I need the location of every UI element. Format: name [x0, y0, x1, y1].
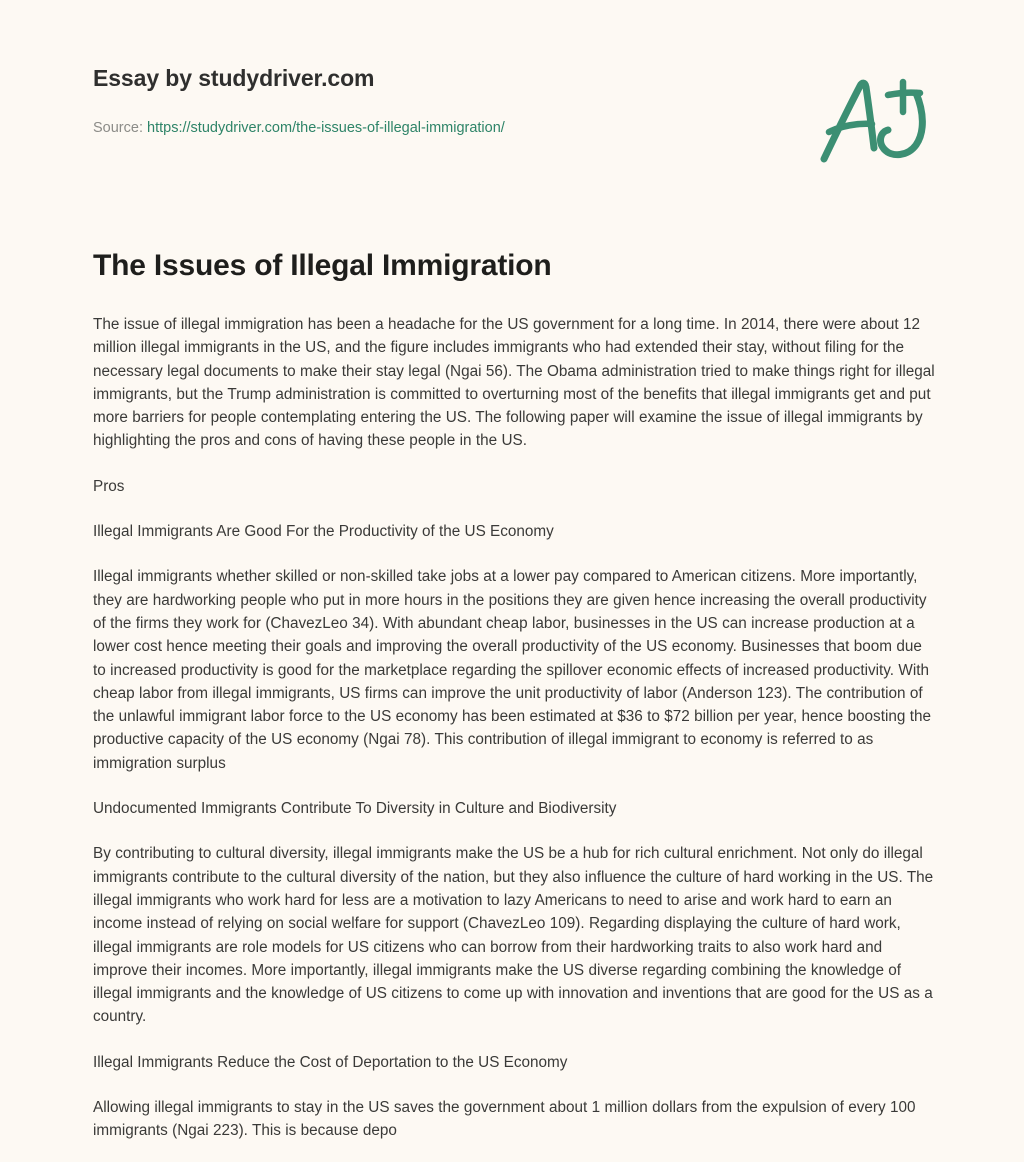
section-heading-pros: Pros: [93, 477, 125, 495]
section-heading-productivity: Illegal Immigrants Are Good For the Productivity of the US Economy: [93, 523, 554, 541]
paragraph-productivity: Illegal immigrants whether skilled or non-skilled take jobs at a lower pay compared to American citizens. More importantly, they are hardworking people who put in more hours in the positions they are given hence increasing the overall productivity of the firms they work for (ChavezLeo 34). With abundant cheap labor, businesses in the US can increase production at a lower cost hence meeting their goals and improving the overall productivity of the US economy. Businesses that boom due to increased productivity is good for the marketplace regarding the spillover economic effects of increased productivity. With cheap labor from illegal immigrants, US firms can improve the unit productivity of labor (Anderson 123). The contribution of the unlawful immigrant labor force to the US economy has been estimated at $36 to $72 billion per year, hence boosting the productive capacity of the US economy (Ngai 78). This contribution of illegal immigrant to economy is referred to as immigration surplus: [93, 568, 931, 772]
source-label: Source:: [93, 120, 143, 136]
paragraph-diversity: By contributing to cultural diversity, illegal immigrants make the US be a hub for rich cultural enrichment. Not only do illegal immigrants contribute to the cultural diversity of the nation, but they also influence the culture of hard working in the US. The illegal immigrants who work hard for less are a motivation to lazy Americans to need to arise and work hard to earn an income instead of relying on social welfare for support (ChavezLeo 109). Regarding displaying the culture of hard work, illegal immigrants are role models for US citizens who can borrow from their hardworking traits to also work hard and improve their incomes. More importantly, illegal immigrants make the US diverse regarding combining the knowledge of illegal immigrants and the knowledge of US citizens to come up with innovation and inventions that are good for the US as a country.: [93, 845, 934, 1026]
brand-attribution: Essay by studydriver.com: [93, 65, 375, 91]
a-plus-grade-logo-icon: [812, 76, 930, 168]
page-title: The Issues of Illegal Immigration: [93, 249, 552, 282]
essay-body: [93, 248, 935, 1143]
section-heading-deportation-cost: Illegal Immigrants Reduce the Cost of Deportation to the US Economy: [93, 1053, 568, 1071]
paragraph-deportation-cost: Allowing illegal immigrants to stay in the US saves the government about 1 million dollars from the expulsion of every 100 immigrants (Ngai 223). This is because depo: [93, 1099, 916, 1140]
paragraph-intro: The issue of illegal immigration has been a headache for the US government for a long time. In 2014, there were about 12 million illegal immigrants in the US, and the figure includes immigrants who had extended their stay, without filing for the necessary legal documents to make their stay legal (Ngai 56). The Obama administration tried to make things right for illegal immigrants, but the Trump administration is committed to overturning most of the benefits that illegal immigrants get and put more barriers for people contemplating entering the US. The following paper will examine the issue of illegal immigrants by highlighting the pros and cons of having these people in the US.: [93, 316, 935, 450]
page-header: [0, 0, 1024, 185]
source-line: [93, 120, 505, 136]
source-url-link[interactable]: https://studydriver.com/the-issues-of-illegal-immigration/: [147, 120, 505, 136]
section-heading-diversity: Undocumented Immigrants Contribute To Diversity in Culture and Biodiversity: [93, 800, 617, 818]
